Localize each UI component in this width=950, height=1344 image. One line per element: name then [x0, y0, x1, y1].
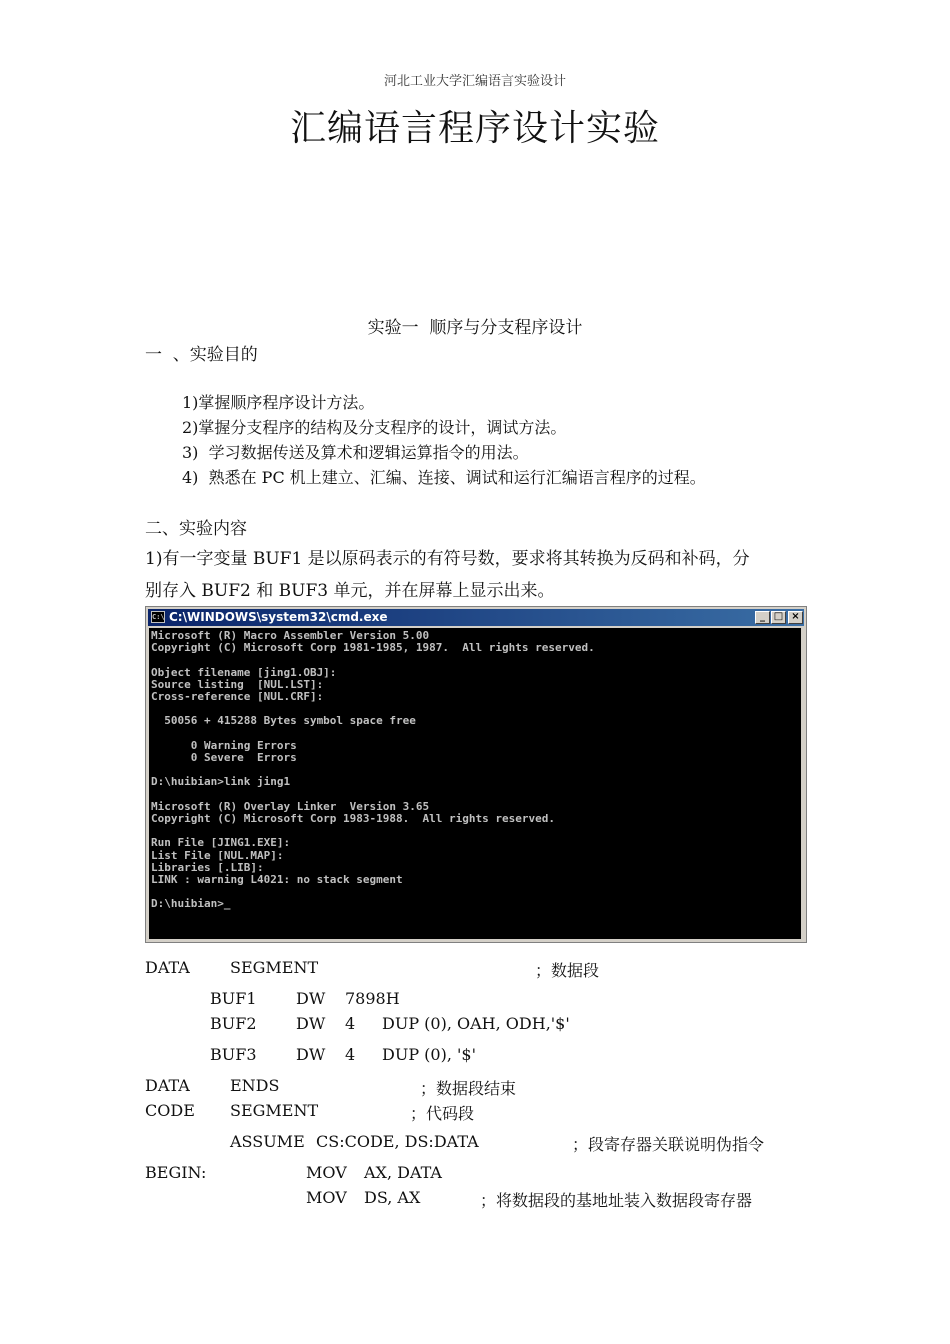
console-line: D:\huibian>link jing1: [151, 775, 291, 789]
console-line: Source listing [NUL.LST]:: [151, 677, 324, 691]
section2-heading: 二、实验内容: [145, 519, 247, 539]
code-directive: DW: [296, 1045, 326, 1064]
code-operand: 4: [345, 1045, 356, 1064]
code-operand: DUP (0), OAH, ODH,'$': [382, 1014, 570, 1033]
code-comment: ；数据段结束: [420, 1079, 517, 1098]
console-line: List File [NUL.MAP]:: [151, 848, 284, 862]
console-line: Microsoft (R) Overlay Linker Version 3.65: [151, 799, 430, 813]
code-operand: AX, DATA: [364, 1163, 442, 1182]
code-comment: ；段寄存器关联说明伪指令: [572, 1135, 765, 1154]
experiment-title: 实验一 顺序与分支程序设计: [367, 318, 583, 338]
console-line: Libraries [.LIB]:: [151, 860, 264, 874]
maximize-button[interactable]: □: [771, 611, 786, 624]
code-operand: DS, AX: [364, 1188, 421, 1207]
cmd-window-screenshot: [145, 606, 807, 943]
section1-heading: 一 、实验目的: [145, 345, 258, 365]
console-line: Copyright (C) Microsoft Corp 1981-1985, 1987. All rights reserved.: [151, 641, 595, 655]
code-label: BUF1: [210, 989, 257, 1008]
console-line: Copyright (C) Microsoft Corp 1983-1988. All rights reserved.: [151, 812, 555, 825]
code-directive: DW: [296, 1014, 326, 1033]
code-comment: ；将数据段的基地址装入数据段寄存器: [480, 1191, 753, 1210]
objective-item: 3) 学习数据传送及算术和逻辑运算指令的用法。: [182, 443, 529, 462]
close-button[interactable]: ×: [788, 611, 803, 624]
content-paragraph-line: 别存入 BUF2 和 BUF3 单元，并在屏幕上显示出来。: [145, 581, 555, 601]
code-operand: 7898H: [345, 989, 400, 1008]
content-paragraph-line: 1)有一字变量 BUF1 是以原码表示的有符号数，要求将其转换为反码和补码，分: [145, 549, 750, 569]
code-operand: DUP (0), '$': [382, 1045, 476, 1064]
console-line: 0 Warning Errors: [151, 738, 297, 752]
code-directive: SEGMENT: [230, 1101, 319, 1120]
console-line: Microsoft (R) Macro Assembler Version 5.00: [151, 629, 430, 642]
objective-item: 2)掌握分支程序的结构及分支程序的设计，调试方法。: [182, 418, 567, 437]
console-line: Run File [JING1.EXE]:: [151, 836, 291, 850]
code-label: BUF3: [210, 1045, 257, 1064]
console-line: Cross-reference [NUL.CRF]:: [151, 690, 324, 703]
code-label: DATA: [145, 958, 190, 977]
console-line: 0 Severe Errors: [151, 751, 297, 764]
code-label: DATA: [145, 1076, 190, 1095]
code-directive: DW: [296, 989, 326, 1008]
code-directive: ENDS: [230, 1076, 280, 1095]
code-label: BUF2: [210, 1014, 257, 1033]
cmd-window-title: C:\WINDOWS\system32\cmd.exe: [169, 610, 388, 624]
code-label: BEGIN:: [145, 1163, 207, 1182]
code-label: CODE: [145, 1101, 195, 1120]
objective-item: 4) 熟悉在 PC 机上建立、汇编、连接、调试和运行汇编语言程序的过程。: [182, 468, 706, 487]
code-directive: SEGMENT: [230, 958, 319, 977]
document-title: 汇编语言程序设计实验: [289, 108, 660, 149]
code-comment: ；代码段: [410, 1104, 475, 1123]
cmd-titlebar: [148, 609, 804, 626]
code-operand: 4: [345, 1014, 356, 1033]
console-icon: C:\: [152, 613, 165, 621]
code-operand: CS:CODE, DS:DATA: [316, 1132, 479, 1151]
console-line: 50056 + 415288 Bytes symbol space free: [151, 714, 416, 728]
console-line: Object filename [jing1.OBJ]:: [151, 665, 337, 679]
console-output: [149, 628, 801, 939]
code-directive: ASSUME: [230, 1132, 305, 1151]
objective-item: 1)掌握顺序程序设计方法。: [182, 393, 375, 412]
page-header: 河北工业大学汇编语言实验设计: [383, 74, 566, 89]
code-instruction: MOV: [306, 1163, 347, 1182]
console-line: D:\huibian>_: [151, 897, 231, 911]
console-line: LINK : warning L4021: no stack segment: [151, 873, 403, 886]
minimize-button[interactable]: _: [755, 611, 770, 624]
code-comment: ；数据段: [535, 961, 600, 980]
code-instruction: MOV: [306, 1188, 347, 1207]
